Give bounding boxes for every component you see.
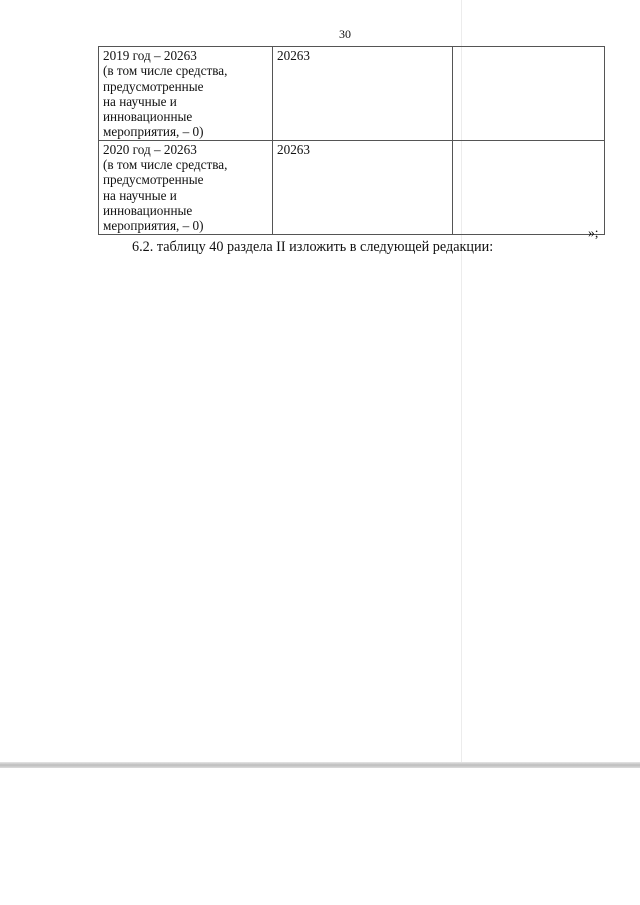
table-cell-value: 20263 <box>273 47 453 141</box>
cell-text-line: на научные и <box>103 187 177 203</box>
table-row <box>99 47 605 141</box>
page-number: 30 <box>339 27 351 41</box>
amendment-instruction: 6.2. таблицу 40 раздела II изложить в следующей редакции: <box>132 239 494 255</box>
cell-text-line: (в том числе средства, <box>103 63 228 79</box>
cell-text-line: (в том числе средства, <box>103 157 228 173</box>
cell-text-line: на научные и <box>103 93 177 109</box>
cell-text-line: 2019 год – 20263 <box>103 48 197 63</box>
cell-text-line: инновационные <box>103 202 193 218</box>
cell-text-line: мероприятия, – 0) <box>103 124 204 140</box>
table-cell-empty <box>453 140 605 234</box>
table-cell-value: 20263 <box>273 140 453 234</box>
table-cell-year <box>99 140 273 234</box>
cell-text-line: инновационные <box>103 109 193 125</box>
table-cell-year <box>99 47 273 141</box>
scan-page-edge <box>0 762 640 768</box>
table-cell-empty <box>453 47 605 141</box>
table-row <box>99 140 605 234</box>
cell-text-line: предусмотренные <box>103 172 204 188</box>
cell-text-line: предусмотренные <box>103 78 204 94</box>
funding-table <box>98 46 605 235</box>
cell-text-line: мероприятия, – 0) <box>103 218 204 234</box>
cell-text-line: 2020 год – 20263 <box>103 141 197 157</box>
closing-quote-mark: »; <box>588 225 599 240</box>
